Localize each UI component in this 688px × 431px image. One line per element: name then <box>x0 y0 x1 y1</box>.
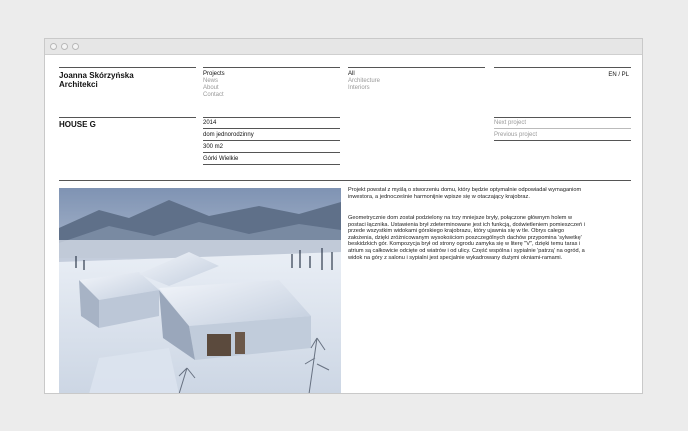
window-maximize-dot[interactable] <box>72 43 79 50</box>
pager-divider-2 <box>494 140 631 141</box>
nav-item-projects[interactable]: Projects <box>203 71 225 77</box>
nav-item-news[interactable]: News <box>203 78 219 84</box>
house-render-image <box>59 188 341 394</box>
detail-divider-2 <box>203 140 340 141</box>
filter-all[interactable]: All <box>348 71 355 77</box>
window-minimize-dot[interactable] <box>61 43 68 50</box>
header-rule-4 <box>494 67 631 68</box>
filter-interiors[interactable]: Interiors <box>348 85 370 91</box>
project-area: 300 m2 <box>203 144 224 150</box>
detail-divider-1 <box>203 128 340 129</box>
main-nav <box>203 71 225 99</box>
snowy-house-illustration <box>59 188 341 394</box>
header-rule-3 <box>348 67 485 68</box>
header-rule-1 <box>59 67 196 68</box>
window-close-dot[interactable] <box>50 43 57 50</box>
project-year: 2014 <box>203 120 217 126</box>
language-switcher[interactable]: EN / PL <box>608 72 629 78</box>
nav-item-contact[interactable]: Contact <box>203 92 224 98</box>
header-rule-2 <box>203 67 340 68</box>
project-rule-1 <box>59 117 196 118</box>
browser-titlebar <box>45 39 642 55</box>
category-filters <box>348 71 380 92</box>
brand-logo[interactable] <box>59 71 134 89</box>
project-description-paragraph-2: Geometrycznie dom został podzielony na trzy mniejsze bryły, połączone głównym holem w postaci łącznika. Ustawienia brył zdeterminowane jest ich funkcją, doświetleniem pomieszczeń i przede wszystkim widokami górskiego krajobrazu, który ujawnia się w tle. Obrys całego założenia, dzięki zróżnicowanym wysokościom poszczególnych dachów przypomina 'sylwetkę' beskidzkich gór. Kompozycja brył od strony ogrodu zamyka się w literę "V", dzięki temu taras i atrium są całkowicie odcięte od wiatrów i od ulicy. Część wspólna i sypialnie 'patrzą' na ogród, a widok na góry z salonu i sypialni jest specjalnie wykadrowany dużymi okniami-ramami. <box>348 215 585 261</box>
brand-name-line1: Joanna Skórzyńska <box>59 71 134 80</box>
detail-divider-3 <box>203 152 340 153</box>
content-divider <box>59 180 631 181</box>
project-type: dom jednorodzinny <box>203 132 254 138</box>
browser-window <box>44 38 643 394</box>
project-description-paragraph-1: Projekt powstał z myślą o stworzeniu domu, który będzie optymalnie odpowiadał wymaganiom inwestora, a jednocześnie harmonijnie wpisze się w otaczający krajobraz. <box>348 187 582 200</box>
detail-divider-4 <box>203 164 340 165</box>
project-title: HOUSE G <box>59 120 96 129</box>
project-location: Górki Wielkie <box>203 156 239 162</box>
previous-project-link[interactable]: Previous project <box>494 132 538 138</box>
next-project-link[interactable]: Next project <box>494 120 527 126</box>
nav-item-about[interactable]: About <box>203 85 219 91</box>
project-rule-4 <box>494 117 631 118</box>
project-rule-2 <box>203 117 340 118</box>
pager-divider-1 <box>494 128 631 129</box>
brand-name-line2: Architekci <box>59 80 98 89</box>
filter-architecture[interactable]: Architecture <box>348 78 381 84</box>
